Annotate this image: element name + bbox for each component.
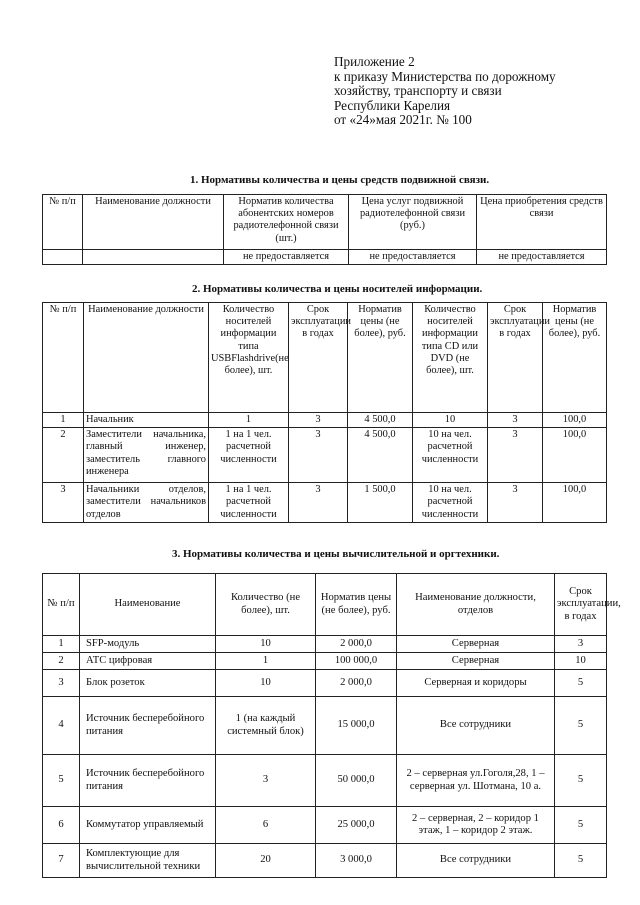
cell: 3: [43, 483, 84, 523]
cell: 3: [216, 755, 316, 807]
col-header: Количество носителей информации типа CD или DVD (не более), шт.: [413, 303, 488, 413]
cell: 1: [43, 636, 80, 653]
table-row: [43, 755, 607, 807]
cell: 4 500,0: [348, 428, 413, 483]
cell: Источник бесперебойного питания: [80, 755, 216, 807]
table-row: [43, 250, 607, 265]
cell: Источник бесперебойного питания: [80, 697, 216, 755]
cell: 6: [216, 807, 316, 844]
cell: 2 000,0: [316, 670, 397, 697]
section2-title: 2. Нормативы количества и цены носителей информации.: [192, 283, 483, 295]
col-header: Количество (не более), шт.: [216, 574, 316, 636]
col-header: Количество носителей информации типа USBFlashdrive(не более), шт.: [209, 303, 289, 413]
cell: 3: [488, 483, 543, 523]
cell: 4: [43, 697, 80, 755]
cell: 3: [555, 636, 607, 653]
section3-title: 3. Нормативы количества и цены вычислительной и оргтехники.: [172, 548, 500, 560]
cell: [83, 250, 224, 265]
cell: SFP-модуль: [80, 636, 216, 653]
cell: Серверная и коридоры: [397, 670, 555, 697]
cell: 4 500,0: [348, 413, 413, 428]
cell: 1 на 1 чел. расчетной численности: [209, 483, 289, 523]
col-header: Наименование: [80, 574, 216, 636]
col-header: Цена приобретения средств связи: [477, 195, 607, 250]
table-row: [43, 807, 607, 844]
cell: 5: [555, 755, 607, 807]
col-header: Наименование должности: [83, 195, 224, 250]
cell: 2 – серверная ул.Гоголя,28, 1 – серверная ул. Шотмана, 10 а.: [397, 755, 555, 807]
cell: 10: [413, 413, 488, 428]
mobile-comm-table: [42, 194, 607, 265]
table-row: [43, 413, 607, 428]
table-row: [43, 653, 607, 670]
cell: 3: [488, 428, 543, 483]
cell: 1 (на каждый системный блок): [216, 697, 316, 755]
storage-media-table: [42, 302, 607, 523]
col-header: Срок эксплуатации в годах: [289, 303, 348, 413]
col-header: Норматив цены (не более), руб.: [348, 303, 413, 413]
cell: 3: [43, 670, 80, 697]
cell: 50 000,0: [316, 755, 397, 807]
table-header-row: [43, 303, 607, 413]
cell: 3: [289, 413, 348, 428]
cell: 2 000,0: [316, 636, 397, 653]
cell: Заместители начальника, главный инженер, заместитель главного инженера: [84, 428, 209, 483]
cell: 5: [555, 697, 607, 755]
col-header: Срок эксплуатации в годах: [488, 303, 543, 413]
table-header-row: [43, 574, 607, 636]
table-row: [43, 483, 607, 523]
table-row: [43, 697, 607, 755]
computing-equipment-table: [42, 573, 621, 878]
header-line: от «24»мая 2021г. № 100: [334, 112, 472, 128]
cell: 1 500,0: [348, 483, 413, 523]
cell: 100,0: [543, 413, 607, 428]
cell: 1: [43, 413, 84, 428]
cell: Все сотрудники: [397, 844, 555, 878]
cell: Коммутатор управляемый: [80, 807, 216, 844]
col-header: № п/п: [43, 574, 80, 636]
cell: Блок розеток: [80, 670, 216, 697]
section1-title: 1. Нормативы количества и цены средств подвижной связи.: [190, 174, 490, 186]
cell: Начальники отделов, заместители начальников отделов: [84, 483, 209, 523]
header-line: к приказу Министерства по дорожному: [334, 68, 556, 84]
table-row: [43, 670, 607, 697]
col-header: Срок эксплуатации, в годах: [555, 574, 607, 636]
cell: [43, 250, 83, 265]
cell: АТС цифровая: [80, 653, 216, 670]
cell: 2: [43, 653, 80, 670]
cell: 3 000,0: [316, 844, 397, 878]
cell: Серверная: [397, 636, 555, 653]
col-header: № п/п: [43, 195, 83, 250]
col-header: Норматив цены (не более), руб.: [543, 303, 607, 413]
cell: Начальник: [84, 413, 209, 428]
header-line: Приложение 2: [334, 54, 415, 69]
cell: 20: [216, 844, 316, 878]
cell: 1 на 1 чел. расчетной численности: [209, 428, 289, 483]
cell: Серверная: [397, 653, 555, 670]
cell: 2: [43, 428, 84, 483]
cell: Комплектующие для вычислительной техники: [80, 844, 216, 878]
header-line: хозяйству, транспорту и связи: [334, 83, 502, 99]
cell: 10 на чел. расчетной численности: [413, 483, 488, 523]
col-header: Наименование должности, отделов: [397, 574, 555, 636]
cell: 10: [555, 653, 607, 670]
cell: не предоставляется: [349, 250, 477, 265]
table-row: [43, 636, 607, 653]
cell: 3: [289, 483, 348, 523]
cell: 10: [216, 636, 316, 653]
cell: 5: [555, 807, 607, 844]
cell: 100,0: [543, 483, 607, 523]
cell: 7: [43, 844, 80, 878]
cell: Все сотрудники: [397, 697, 555, 755]
col-header: Наименование должности: [84, 303, 209, 413]
cell: 10 на чел. расчетной численности: [413, 428, 488, 483]
col-header: Норматив количества абонентских номеров радиотелефонной связи (шт.): [224, 195, 349, 250]
cell: 100 000,0: [316, 653, 397, 670]
cell: 15 000,0: [316, 697, 397, 755]
appendix-header: [334, 55, 556, 128]
cell: 6: [43, 807, 80, 844]
col-header: № п/п: [43, 303, 84, 413]
cell: 10: [216, 670, 316, 697]
cell: 2 – серверная, 2 – коридор 1 этаж, 1 – коридор 2 этаж.: [397, 807, 555, 844]
cell: 5: [43, 755, 80, 807]
cell: 3: [488, 413, 543, 428]
cell: 5: [555, 844, 607, 878]
cell: 25 000,0: [316, 807, 397, 844]
cell: 5: [555, 670, 607, 697]
table-row: [43, 844, 607, 878]
col-header: Норматив цены (не более), руб.: [316, 574, 397, 636]
header-line: Республики Карелия: [334, 97, 451, 113]
col-header: Цена услуг подвижной радиотелефонной связи (руб.): [349, 195, 477, 250]
cell: не предоставляется: [224, 250, 349, 265]
cell: 100,0: [543, 428, 607, 483]
cell: 3: [289, 428, 348, 483]
cell: не предоставляется: [477, 250, 607, 265]
table-header-row: [43, 195, 607, 250]
table-row: [43, 428, 607, 483]
cell: 1: [209, 413, 289, 428]
cell: 1: [216, 653, 316, 670]
